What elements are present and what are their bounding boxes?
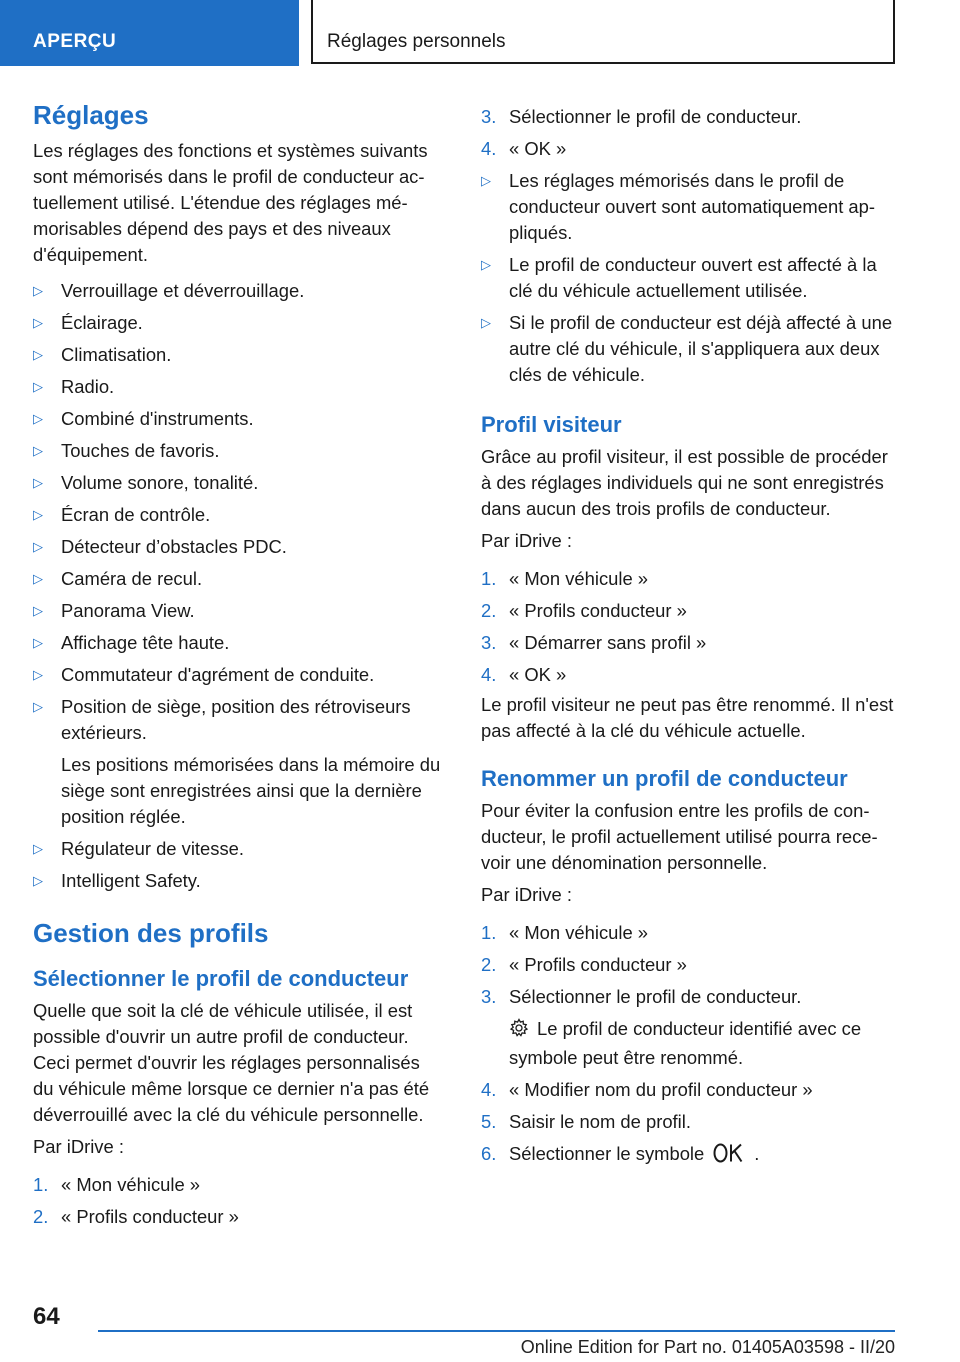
list-item: 4. « OK » [481,138,567,159]
list-item: ▷ Écran de contrôle. [33,502,445,528]
list-item: ▷ Régulateur de vitesse. [33,836,445,862]
triangle-right-icon: ▷ [481,257,491,272]
list-item: ▷ Climatisation. [33,342,445,368]
list-item: 4. « Modifier nom du profil conducteur » [481,1079,813,1100]
list-item: ▷ Volume sonore, tonalité. [33,470,445,496]
triangle-right-icon: ▷ [33,283,43,298]
result-list [481,168,896,388]
list-item: 4. « OK » [481,664,567,685]
list-item: ▷ Le profil de conducteur ouvert est affecté à la clé du véhicule actuellement utilisée. [481,254,877,301]
triangle-right-icon: ▷ [33,635,43,650]
list-item: 2. « Profils conducteur » [481,600,687,621]
list-item: 1. « Mon véhicule » [481,922,649,943]
triangle-right-icon: ▷ [33,475,43,490]
steps-list [481,920,896,1171]
intro-paragraph: Les réglages des fonctions et systèmes suivants sont mémorisés dans le profil de conducteur actuellement utilisé. L'étendue des réglages mémorisables dépend des pays et des niveaux d'équipement. [33,140,428,265]
heading-gestion-profils: Gestion des profils [33,918,269,948]
list-item: 2. « Profils conducteur » [481,954,687,975]
list-item: ▷ Panorama View. [33,598,445,624]
right-column [481,104,896,1171]
list-item: 3. Sélectionner le profil de conducteur. Le profil de conducteur identifié avec ce symbole peut être renommé. [481,984,896,1071]
visiteur-paragraph: Grâce au profil visiteur, il est possible de procéder à des réglages individuels qui ne sont enregistrés dans aucun des trois profils de conducteur. [481,446,888,519]
heading-selectionner-profil: Sélectionner le profil de conducteur [33,966,409,991]
page-number: 64 [33,1303,60,1330]
triangle-right-icon: ▷ [33,443,43,458]
steps-list [33,1172,445,1230]
list-item: ▷ Affichage tête haute. [33,630,445,656]
triangle-right-icon: ▷ [481,173,491,188]
page-header [0,0,960,66]
triangle-right-icon: ▷ [33,873,43,888]
visiteur-note: Le profil visiteur ne peut pas être renommé. Il n'est pas affecté à la clé du véhicule actuelle. [481,694,894,741]
list-item: ▷ Caméra de recul. [33,566,445,592]
list-item: ▷ Les réglages mémorisés dans le profil de conducteur ouvert sont automatiquement appliqués. [481,170,875,243]
list-item: ▷ Détecteur d’obstacles PDC. [33,534,445,560]
steps-list [481,566,896,688]
triangle-right-icon: ▷ [33,347,43,362]
list-item: ▷ Verrouillage et déverrouillage. [33,278,445,304]
select-paragraph: Quelle que soit la clé de véhicule utilisée, il est possible d'ouvrir un autre profil de conducteur. Ceci permet d'ouvrir les réglages personnalisés du véhicule même lorsque ce dernier n'a pas été déverrouillé avec la clé du véhicule personnelle. [33,1000,430,1125]
heading-reglages: Réglages [33,100,149,130]
heading-profil-visiteur: Profil visiteur [481,412,622,437]
triangle-right-icon: ▷ [33,315,43,330]
triangle-right-icon: ▷ [33,841,43,856]
list-item: 3. Sélectionner le profil de conducteur. [481,106,802,127]
steps-list [481,104,896,162]
list-item: ▷ Éclairage. [33,310,445,336]
seat-memory-note: Les positions mémorisées dans la mémoire du siège sont enregistrées ainsi que la dernière position réglée. [61,754,441,827]
section-tab: APERÇU [0,0,299,66]
list-item: ▷ Touches de favoris. [33,438,445,464]
list-item: ▷ Intelligent Safety. [33,868,445,894]
list-item: 1. « Mon véhicule » [33,1174,201,1195]
triangle-right-icon: ▷ [33,571,43,586]
list-item: ▷ Position de siège, position des rétroviseurs extérieurs. Les positions mémorisées dans la mémoire du siège sont enregistrées ainsi que la dernière position réglée. [33,694,445,830]
chapter-title: Réglages personnels [311,0,895,64]
heading-renommer-profil: Renommer un profil de conducteur [481,766,848,791]
gear-note: Le profil de conducteur identifié avec ce symbole peut être renommé. [509,1018,862,1068]
triangle-right-icon: ▷ [33,411,43,426]
settings-list [33,278,445,894]
renommer-paragraph: Pour éviter la confusion entre les profils de conducteur, le profil actuellement utilisé pourra recevoir une dénomination personnelle. [481,800,878,873]
ok-symbol-icon [712,1142,746,1171]
triangle-right-icon: ▷ [33,667,43,682]
list-item: ▷ Commutateur d'agrément de conduite. [33,662,445,688]
triangle-right-icon: ▷ [33,603,43,618]
list-item: 3. « Démarrer sans profil » [481,632,707,653]
par-idrive-label: Par iDrive : [481,884,572,905]
footer-divider [98,1330,895,1332]
triangle-right-icon: ▷ [481,315,491,330]
triangle-right-icon: ▷ [33,507,43,522]
footer-edition: Online Edition for Part no. 01405A03598 - II/20 [520,1337,895,1357]
triangle-right-icon: ▷ [33,379,43,394]
left-column [33,98,445,1230]
triangle-right-icon: ▷ [33,539,43,554]
list-item: 5. Saisir le nom de profil. [481,1111,691,1132]
list-item: ▷ Radio. [33,374,445,400]
list-item: 2. « Profils conducteur » [33,1206,239,1227]
triangle-right-icon: ▷ [33,699,43,714]
list-item: 6. Sélectionner le symbole . [481,1141,896,1171]
par-idrive-label: Par iDrive : [33,1136,124,1157]
list-item: ▷ Combiné d'instruments. [33,406,445,432]
gear-icon [509,1018,529,1045]
par-idrive-label: Par iDrive : [481,530,572,551]
list-item: 1. « Mon véhicule » [481,568,649,589]
list-item: ▷ Si le profil de conducteur est déjà affecté à une autre clé du véhicule, il s'appliquera aux deux clés de véhicule. [481,312,893,385]
